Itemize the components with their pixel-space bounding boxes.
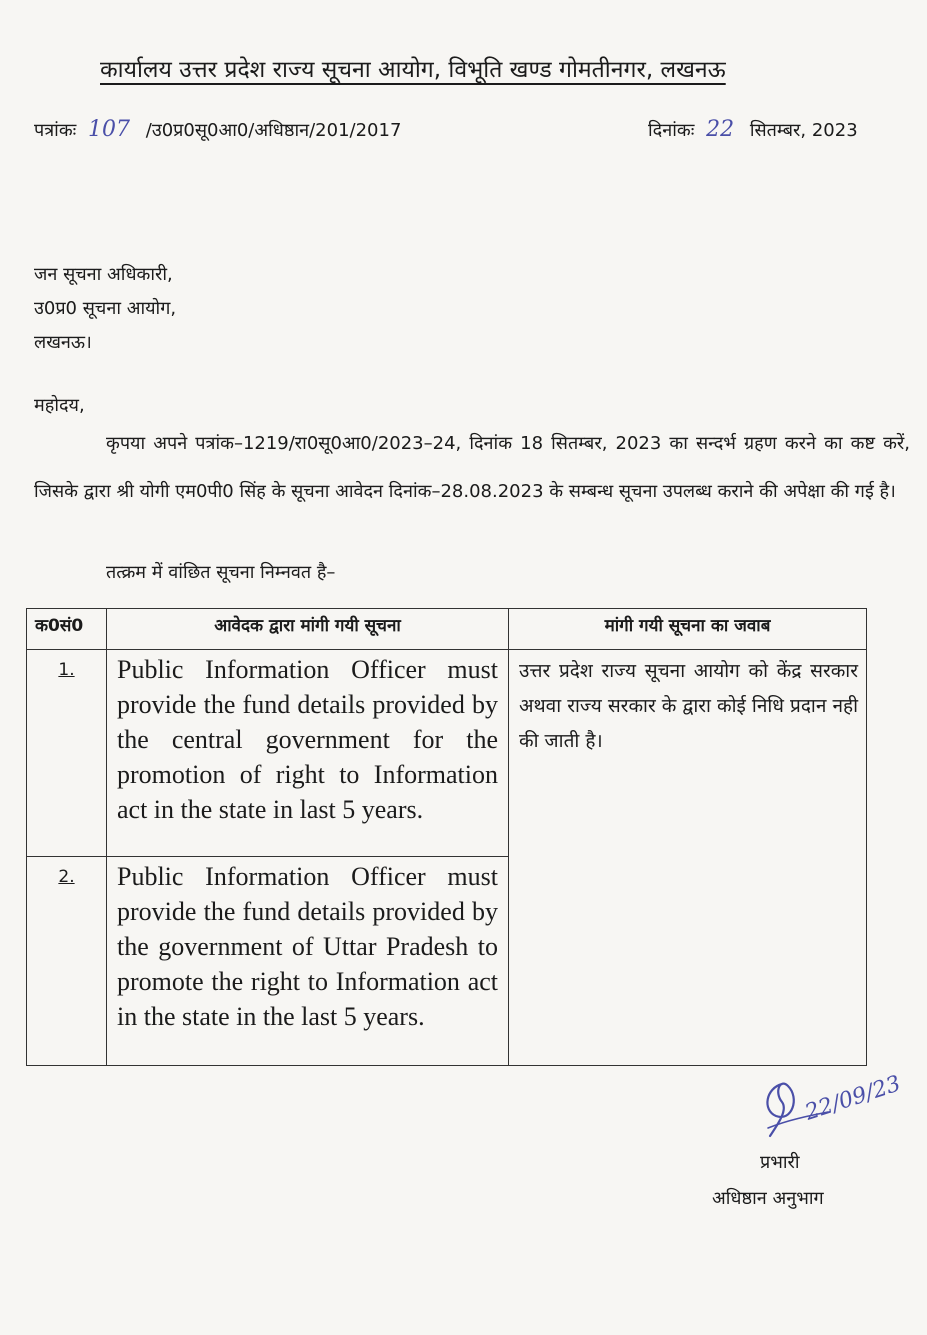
reference-suffix: /उ0प्र0सू0आ0/अधिष्ठान/201/2017 — [145, 120, 402, 141]
row-serial: 2. — [27, 857, 107, 1066]
letter-date — [648, 117, 858, 142]
reference-label: पत्रांकः — [34, 120, 77, 141]
date-rest: सितम्बर, 2023 — [749, 120, 858, 141]
table-header-row — [27, 609, 867, 650]
row-serial: 1. — [27, 650, 107, 857]
reference-number — [34, 117, 401, 142]
header-answer: मांगी गयी सूचना का जवाब — [509, 609, 867, 650]
answer-cell: उत्तर प्रदेश राज्य सूचना आयोग को केंद्र सरकार अथवा राज्य सरकार के द्वारा कोई निधि प्रदान नही की जाती है। — [509, 650, 867, 1066]
header-question: आवेदक द्वारा मांगी गयी सूचना — [107, 609, 509, 650]
office-title: कार्यालय उत्तर प्रदेश राज्य सूचना आयोग, विभूति खण्ड गोमतीनगर, लखनऊ — [100, 57, 726, 83]
date-label: दिनांकः — [648, 120, 695, 141]
signatory-section: अधिष्ठान अनुभाग — [712, 1188, 824, 1209]
table-intro: तत्क्रम में वांछित सूचना निम्नवत है– — [106, 562, 336, 583]
row-question: Public Information Officer must provide the fund details provided by the central government for the promotion of right to Information act in the state in last 5 years. — [107, 650, 509, 857]
reference-handwritten-number: 107 — [88, 117, 131, 142]
addressee-block — [34, 258, 176, 360]
table-row — [27, 650, 867, 857]
handwritten-signature — [748, 1058, 918, 1156]
rti-response-table — [26, 608, 867, 1066]
addressee-line: उ0प्र0 सूचना आयोग, — [34, 298, 177, 319]
signatory-title: प्रभारी — [760, 1152, 800, 1173]
date-handwritten-day: 22 — [706, 117, 735, 142]
row-question: Public Information Officer must provide the fund details provided by the government of Uttar Pradesh to promote the right to Information act in the state in the last 5 years. — [107, 857, 509, 1066]
signature-date: 22/09/23 — [802, 1071, 904, 1126]
header-serial: क0सं0 — [27, 609, 107, 650]
body-paragraph: कृपया अपने पत्रांक–1219/रा0सू0आ0/2023–24, दिनांक 18 सितम्बर, 2023 का सन्दर्भ ग्रहण करने का कष्ट करें, जिसके द्वारा श्री योगी एम0पी0 सिंह के सूचना आवेदन दिनांक–28.08.2023 के सम्बन्ध सूचना उपलब्ध कराने की अपेक्षा की गई है। — [34, 433, 910, 502]
salutation: महोदय, — [34, 395, 85, 416]
addressee-line: जन सूचना अधिकारी, — [34, 264, 173, 285]
addressee-line: लखनऊ। — [34, 332, 92, 353]
